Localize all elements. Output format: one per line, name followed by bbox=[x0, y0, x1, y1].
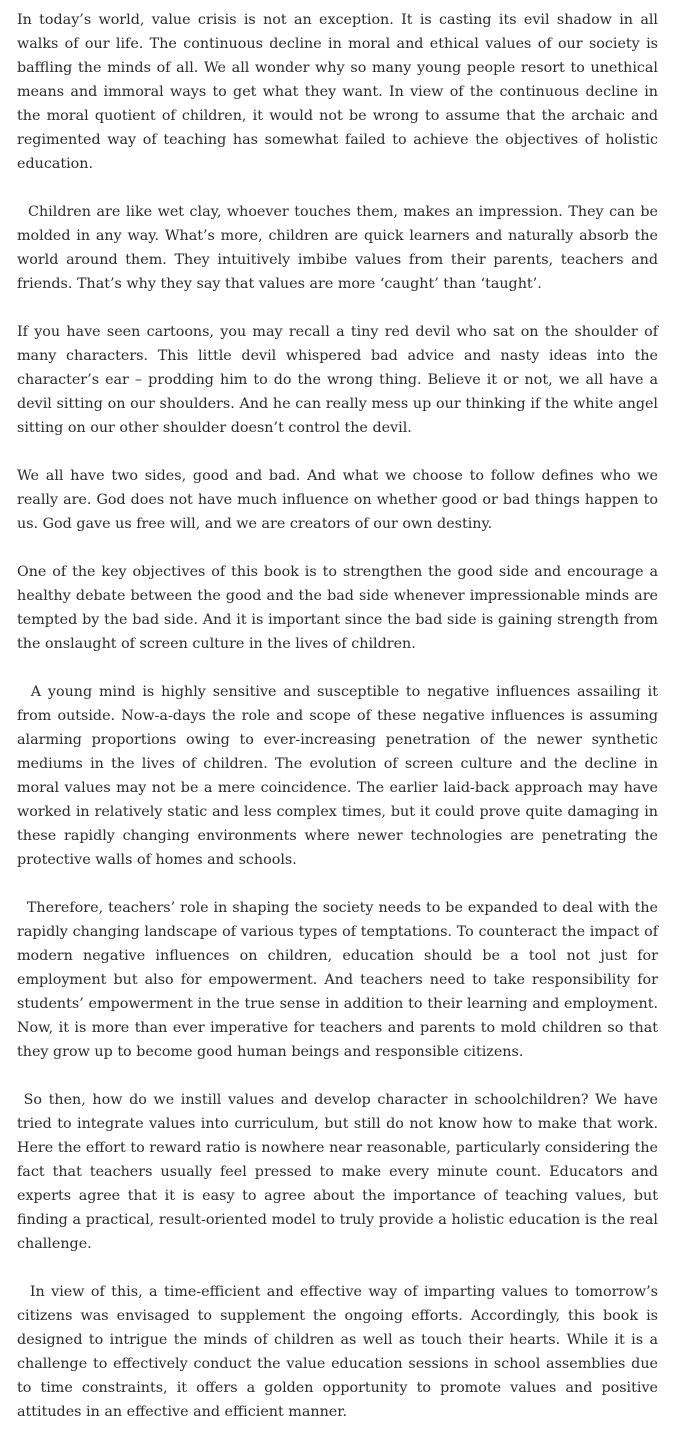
paragraph-9: In view of this, a time-efficient and effective way of imparting values to tomorrow’s citizens was envisaged to supplement the ongoing efforts. Accordingly, this book is designed to intrigue the minds of children as well as touch their hearts. While it is a challenge to effectively conduct the value education sessions in school assemblies due to time constraints, it offers a golden opportunity to promote values and positive attitudes in an effective and efficient manner. bbox=[17, 1284, 663, 1420]
paragraph-7: Therefore, teachers’ role in shaping the society needs to be expanded to deal with the rapidly changing landscape of various types of temptations. To counteract the impact of modern negative influences on children, education should be a tool not just for employment but also for empowerment. And teachers need to take responsibility for students’ empowerment in the true sense in addition to their learning and employment. Now, it is more than ever imperative for teachers and parents to mold children so that they grow up to become good human beings and responsible citizens. bbox=[17, 900, 663, 1060]
paragraph-4: We all have two sides, good and bad. And what we choose to follow defines who we really are. God does not have much influence on whether good or bad things happen to us. God gave us free will, and we are creators of our own destiny. bbox=[17, 468, 663, 532]
paragraph-1: In today’s world, value crisis is not an exception. It is casting its evil shadow in all walks of our life. The continuous decline in moral and ethical values of our society is baffling the minds of all. We all wonder why so many young people resort to unethical means and immoral ways to get what they want. In view of the continuous decline in the moral quotient of children, it would not be wrong to assume that the archaic and regimented way of teaching has somewhat failed to achieve the objectives of holistic education. bbox=[17, 12, 663, 172]
paragraph-3: If you have seen cartoons, you may recall a tiny red devil who sat on the shoulder of many characters. This little devil whispered bad advice and nasty ideas into the character’s ear – prodding him to do the wrong thing. Believe it or not, we all have a devil sitting on our shoulders. And he can really mess up our thinking if the white angel sitting on our other shoulder doesn’t control the devil. bbox=[17, 324, 663, 436]
paragraph-8: So then, how do we instill values and develop character in schoolchildren? We have tried to integrate values into curriculum, but still do not know how to make that work. Here the effort to reward ratio is nowhere near reasonable, particularly considering the fact that teachers usually feel pressed to make every minute count. Educators and experts agree that it is easy to agree about the importance of teaching values, but finding a practical, result-oriented model to truly provide a holistic education is the real challenge. bbox=[17, 1092, 663, 1252]
document-body bbox=[17, 8, 663, 1448]
paragraph-6: A young mind is highly sensitive and susceptible to negative influences assailing it from outside. Now-a-days the role and scope of these negative influences is assuming alarming proportions owing to ever-increasing penetration of the newer synthetic mediums in the lives of children. The evolution of screen culture and the decline in moral values may not be a mere coincidence. The earlier laid-back approach may have worked in relatively static and less complex times, but it could prove quite damaging in these rapidly changing environments where newer technologies are penetrating the protective walls of homes and schools. bbox=[17, 684, 663, 868]
paragraph-2: Children are like wet clay, whoever touches them, makes an impression. They can be molded in any way. What’s more, children are quick learners and naturally absorb the world around them. They intuitively imbibe values from their parents, teachers and friends. That’s why they say that values are more ‘caught’ than ‘taught’. bbox=[17, 204, 663, 292]
paragraph-5: One of the key objectives of this book is to strengthen the good side and encourage a healthy debate between the good and the bad side whenever impressionable minds are tempted by the bad side. And it is important since the bad side is gaining strength from the onslaught of screen culture in the lives of children. bbox=[17, 564, 663, 652]
